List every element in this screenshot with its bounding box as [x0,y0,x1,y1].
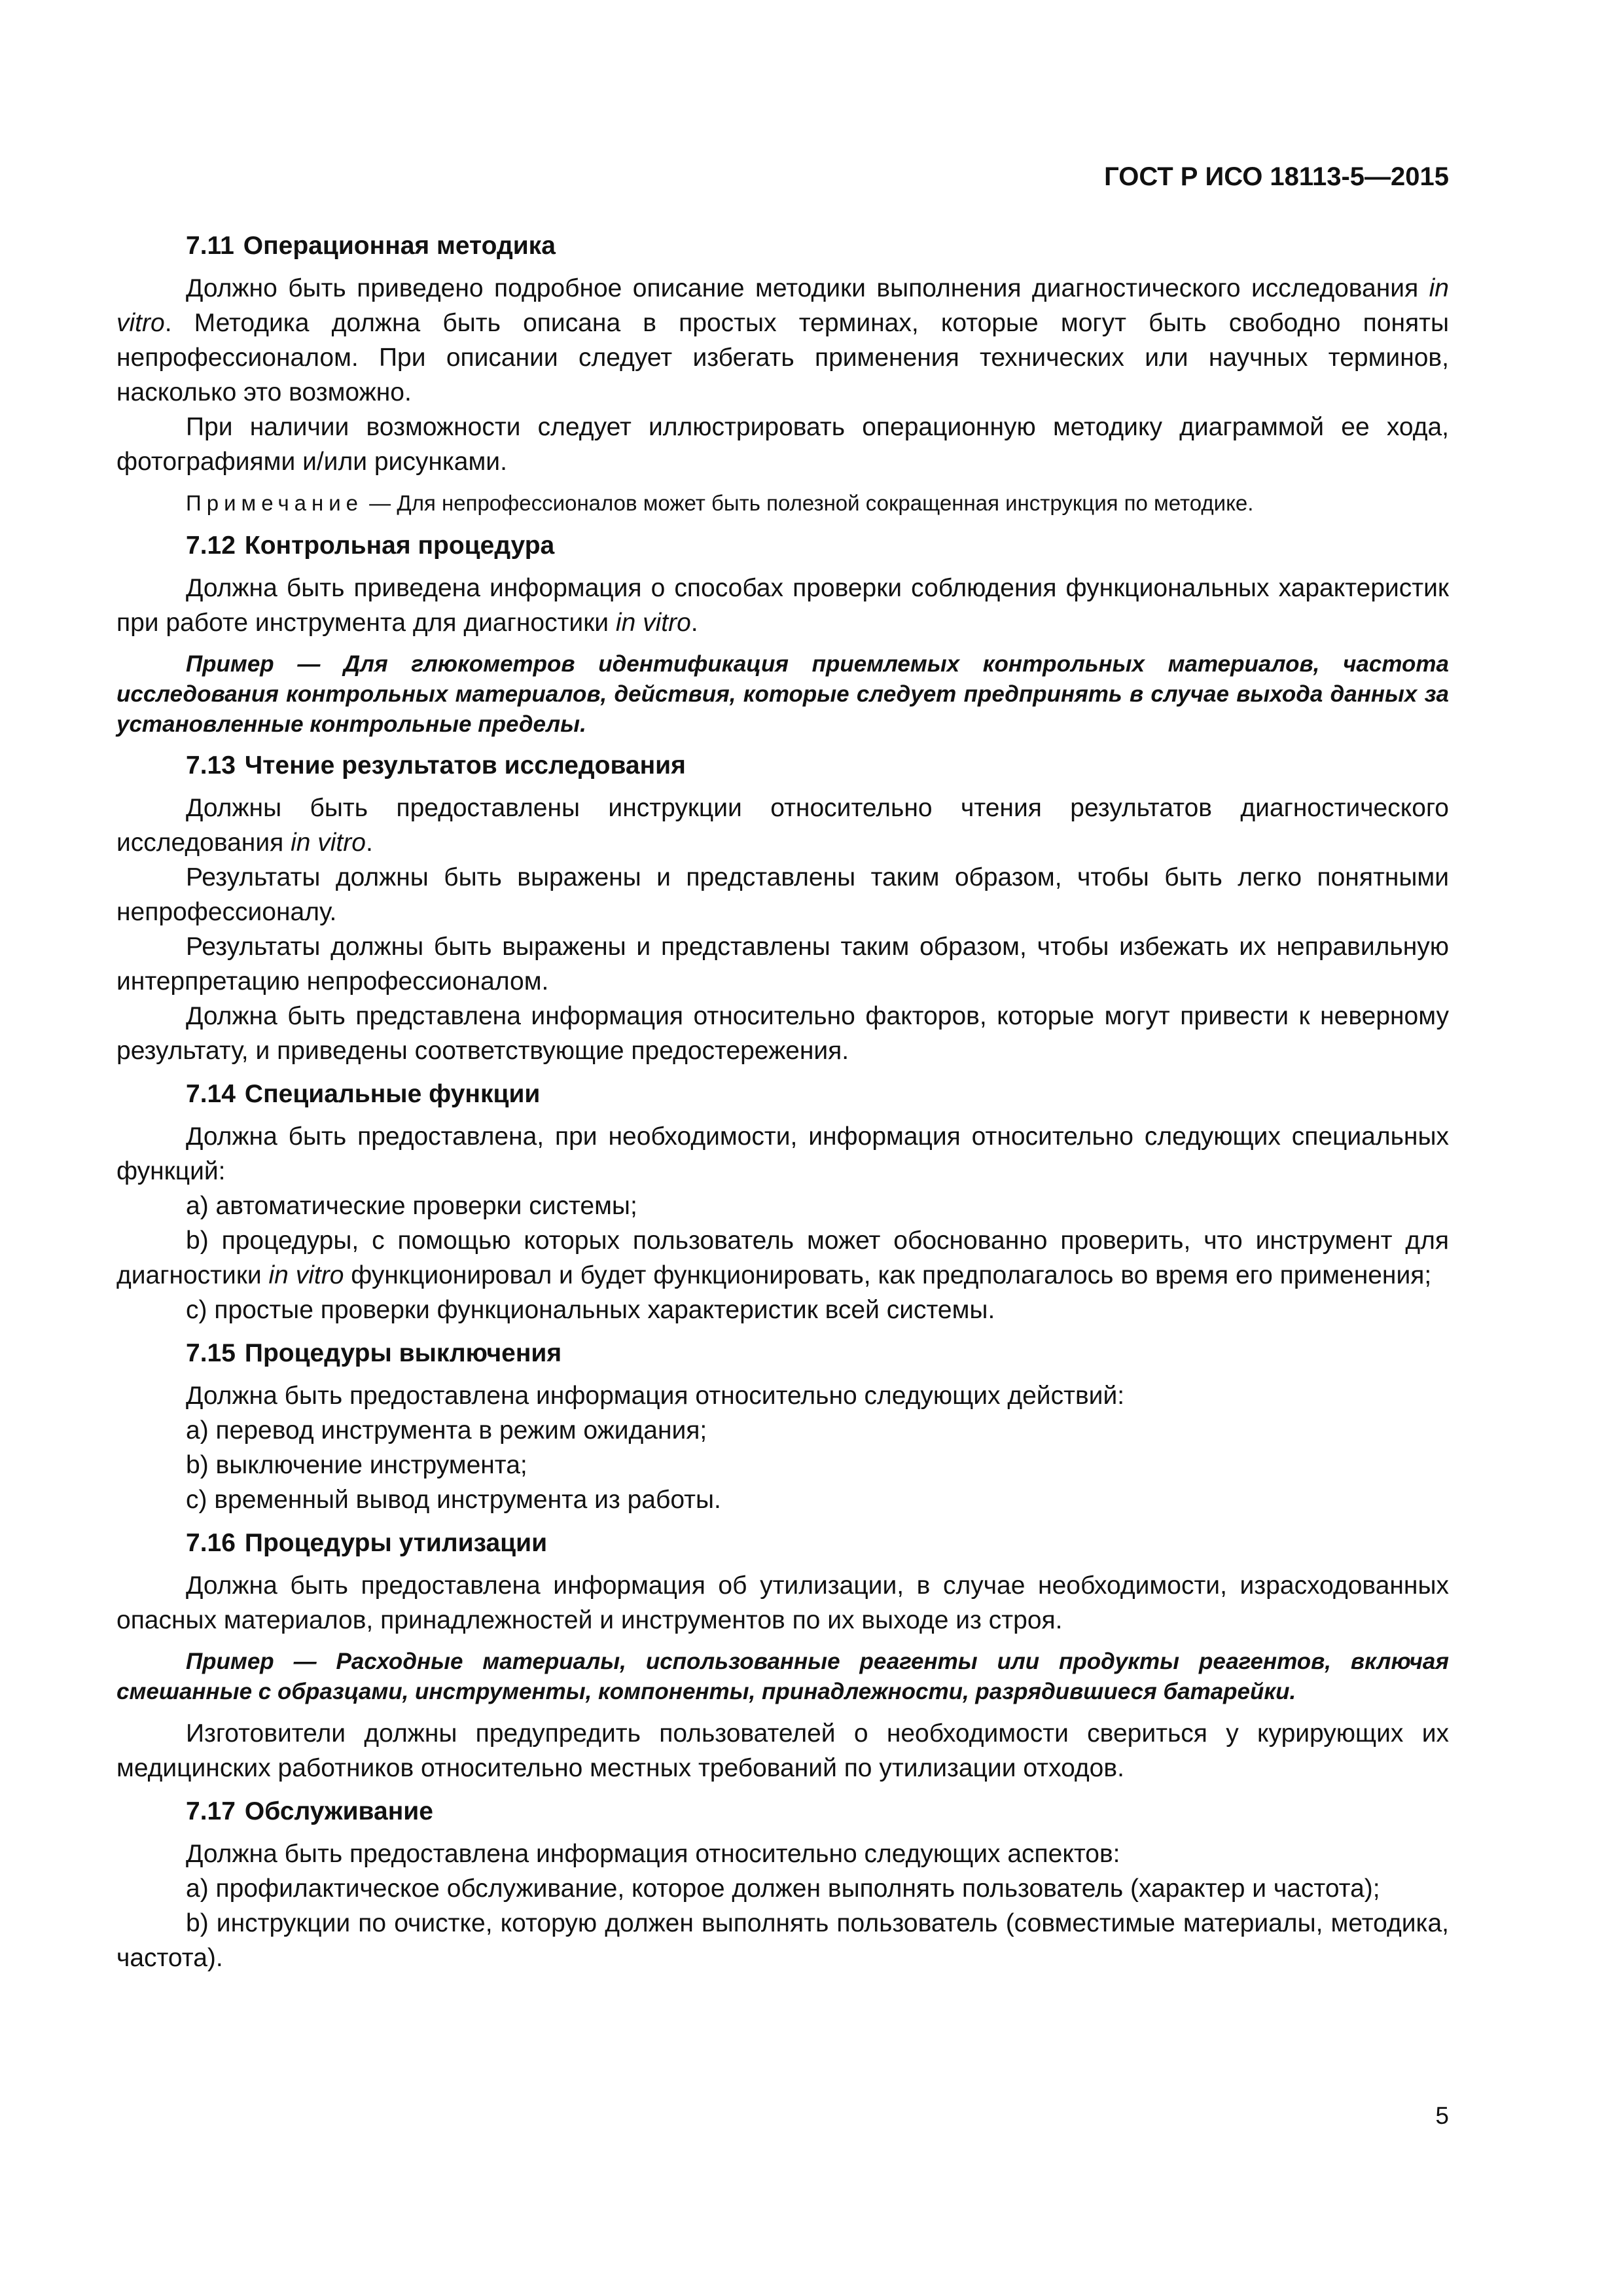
section-heading-7-11: 7.11 Операционная методика [186,232,556,260]
section-heading-7-13: 7.13 Чтение результатов исследования [186,751,686,780]
list-item: a) автоматические проверки системы; [186,1192,637,1220]
document-header: ГОСТ Р ИСО 18113-5—2015 [1104,162,1449,191]
paragraph: Должна быть представлена информация относительно факторов, которые могут привести к неверному результату, и приведены соответствующие предостережения. [116,1002,1449,1065]
list-item: b) инструкции по очистке, которую должен выполнять пользователь (совместимые материалы, методика, частота). [116,1909,1449,1972]
paragraph: Результаты должны быть выражены и представлены таким образом, чтобы избежать их неправильную интерпретацию непрофессионалом. [116,933,1449,996]
section-heading-7-15: 7.15 Процедуры выключения [186,1339,562,1367]
section-heading-7-14: 7.14 Специальные функции [186,1080,541,1108]
list-item: a) профилактическое обслуживание, которое должен выполнять пользователь (характер и частота); [186,1874,1380,1903]
section-heading-7-12: 7.12 Контрольная процедура [186,531,555,560]
document-page [116,0,1449,2296]
paragraph: Должно быть приведено подробное описание методики выполнения диагностического исследования in vitro. Методика должна быть описана в простых терминах, которые могут быть свободно поняты непрофессионалом. При описании следует избегать применения технических или научных терминов, насколько это возможно. [116,274,1449,406]
paragraph: Должна быть предоставлена, при необходимости, информация относительно следующих специальных функций: [116,1122,1449,1185]
list-item: c) простые проверки функциональных характеристик всей системы. [186,1296,995,1324]
paragraph: Должна быть предоставлена информация относительно следующих аспектов: [186,1840,1120,1868]
paragraph: Должна быть предоставлена информация относительно следующих действий: [186,1382,1125,1410]
section-heading-7-17: 7.17 Обслуживание [186,1797,433,1825]
paragraph: Должна быть приведена информация о способах проверки соблюдения функциональных характеристик при работе инструмента для диагностики in vitro. [116,574,1449,637]
document-body [116,220,1449,1975]
list-item: b) выключение инструмента; [186,1451,527,1479]
list-item: c) временный вывод инструмента из работы. [186,1486,721,1514]
section-heading-7-16: 7.16 Процедуры утилизации [186,1529,548,1557]
paragraph: При наличии возможности следует иллюстрировать операционную методику диаграммой ее хода, фотографиями и/или рисунками. [116,413,1449,476]
page-number: 5 [1435,2102,1449,2129]
list-item: a) перевод инструмента в режим ожидания; [186,1416,707,1444]
paragraph: Результаты должны быть выражены и представлены таким образом, чтобы быть легко понятными непрофессионалу. [116,863,1449,926]
example: Пример — Расходные материалы, использованные реагенты или продукты реагентов, включая смешанные с образцами, инструменты, компоненты, принадлежности, разрядившиеся батарейки. [116,1649,1449,1704]
paragraph: Изготовители должны предупредить пользователей о необходимости свериться у курирующих их медицинских работников относительно местных требований по утилизации отходов. [116,1719,1449,1782]
example: Пример — Для глюкометров идентификация приемлемых контрольных материалов, частота исследования контрольных материалов, действия, которые следует предпринять в случае выхода данных за установленные контрольные пределы. [116,651,1449,737]
paragraph: Должны быть предоставлены инструкции относительно чтения результатов диагностического исследования in vitro. [116,794,1449,857]
list-item: b) процедуры, с помощью которых пользователь может обоснованно проверить, что инструмент для диагностики in vitro функционировал и будет функционировать, как предполагалось во время его применения; [116,1227,1449,1289]
note: Примечание — Для непрофессионалов может быть полезной сокращенная инструкция по методике. [186,491,1254,515]
paragraph: Должна быть предоставлена информация об утилизации, в случае необходимости, израсходованных опасных материалов, принадлежностей и инструментов по их выходе из строя. [116,1571,1449,1634]
